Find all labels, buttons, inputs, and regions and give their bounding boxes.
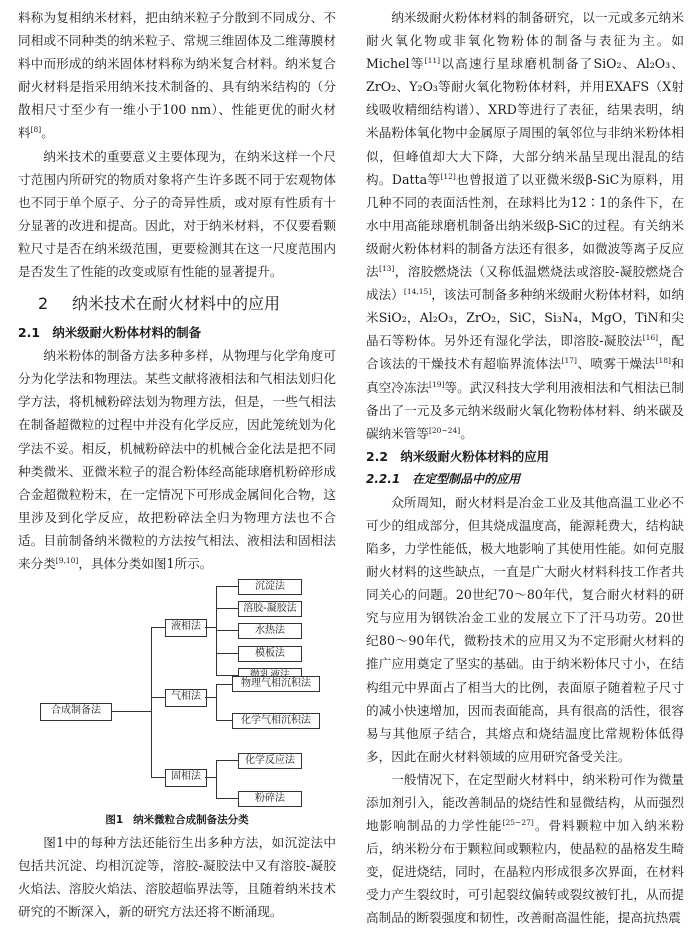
connector xyxy=(151,627,165,628)
citation: [13] xyxy=(378,263,395,273)
citation: [8] xyxy=(30,125,42,135)
connector xyxy=(216,684,232,685)
citation: [11] xyxy=(424,56,441,65)
citation: [12] xyxy=(440,171,456,181)
citation: [19] xyxy=(429,379,445,389)
connector xyxy=(216,653,238,654)
connector xyxy=(216,684,217,720)
section-number: 2 xyxy=(38,294,49,314)
leaf-sol-gel: 溶胶-凝胶法 xyxy=(238,601,302,617)
text-run: ，具体分类如图1所示。 xyxy=(78,555,213,571)
section-title: 纳米技术在耐火材料中的应用 xyxy=(72,294,281,314)
leaf-hydrothermal: 水热法 xyxy=(238,623,302,639)
paragraph-derived-methods: 图1中的每种方法还能衍生出多种方法，如沉淀法中包括共沉淀、均相沉淀等，溶胶-凝胶法中又有溶胶-凝胶火焰法、溶胶火焰法、溶胶超临界法等，且随着纳米技术研究的不断深入，新的研究方法还将不断涌现。 xyxy=(18,835,336,920)
right-column xyxy=(366,6,684,930)
subsection-heading-2-2: 2.2 纳米级耐火粉体材料的应用 xyxy=(366,448,550,464)
paragraph-intro-nanocomposite xyxy=(18,6,336,145)
subsection-heading-2-1: 2.1 纳米级耐火粉体材料的制备 xyxy=(18,325,202,341)
text-run: 一般情况下，在定型耐火材料中，纳米粉可作为微量添加剂引入，能改善制品的烧结性和显微结构，从而强烈地影响制品的力学性能 xyxy=(366,771,684,834)
connector xyxy=(216,720,232,721)
text-run: ，溶胶燃烧法（又称低温燃烧法或溶胶-凝胶燃烧合成法） xyxy=(366,264,685,303)
text-run: ，该法可制备多种纳米级耐火粉体材料，如纳米SiO₂，Al₂O₃，ZrO₂，SiC，Si₃N₄，MgO，TiN和尖晶石等粉体。另外还有湿化学法，即溶胶-凝胶法 xyxy=(366,287,685,349)
figure-1-classification-diagram xyxy=(18,579,336,809)
node-root: 合成制备法 xyxy=(40,703,112,721)
node-gas-phase: 气相法 xyxy=(165,689,207,707)
text-run: ，配合该法的干燥技术有超临界流体法 xyxy=(366,333,685,372)
connector xyxy=(216,608,238,609)
section-heading-2 xyxy=(18,291,336,317)
paragraph-preparation-methods xyxy=(18,344,336,575)
citation: [9,10] xyxy=(55,555,79,565)
connector xyxy=(151,697,165,698)
connector xyxy=(216,798,238,799)
connector xyxy=(216,760,217,798)
connector xyxy=(216,630,238,631)
connector xyxy=(216,760,238,761)
text-run: 纳米级耐火粉体材料的制备研究，以一元或多元纳米耐火氧化物或非氧化物粉体的制备与表征为主。如Michel等 xyxy=(366,10,684,72)
leaf-pvd: 物理气相沉积法 xyxy=(232,676,320,692)
left-column xyxy=(18,6,336,923)
connector xyxy=(151,627,152,777)
connector xyxy=(205,777,216,778)
node-liquid-phase: 液相法 xyxy=(165,619,207,637)
paragraph-powder-research xyxy=(366,6,684,445)
figure-caption xyxy=(18,811,336,829)
paragraph-nano-additive xyxy=(366,768,684,930)
connector xyxy=(111,711,151,712)
leaf-precipitation: 沉淀法 xyxy=(238,579,302,595)
leaf-chemical-reaction: 化学反应法 xyxy=(238,753,302,769)
text-run: 料称为复相纳米材料，把由纳米粒子分散到不同成分、不同相或不同种类的纳米粒子、常规三维固体及二维薄膜材料中而形成的纳米固体材料称为纳米复合材料。纳米复合耐火材料是指采用纳米技术制备的、具有纳米结构的（分散相尺寸至少有一维小于100 nm）、性能更优的耐火材料 xyxy=(18,10,336,141)
text-run: 、喷雾干燥法 xyxy=(576,356,656,372)
citation: [25~27] xyxy=(502,817,534,827)
citation: [17] xyxy=(561,356,577,366)
connector xyxy=(151,777,165,778)
caption-text: 纳米微粒合成制备法分类 xyxy=(133,814,249,827)
leaf-template: 模板法 xyxy=(238,646,302,662)
citation: [16] xyxy=(642,333,659,343)
citation: [20~24] xyxy=(428,425,461,435)
text-run: 。 xyxy=(460,425,473,441)
paragraph-refractory-background: 众所周知，耐火材料是冶金工业及其他高温工业必不可少的组成部分，但其烧成温度高，能源耗费大，结构缺陷多，力学性能低，极大地影响了其使用性能。如何克服耐火材料的这些缺点，一直是广大耐火材料科技工作者共同关心的问题。20世纪70～80年代，复合耐火材料的研究与应用为钢铁冶金工业的发展立下了汗马功劳。20世纪80～90年代，微粉技术的应用又为不定形耐火材料的推广应用奠定了坚实的基础。由于纳米粉体尺寸小，在结构组元中界面占了相当大的比例，表面原子随着粒子尺寸的减小快速增加，因而表面能高，具有很高的活性，很容易与其他原子结合，其熔点和烧结温度比常规粉体低得多，因此在耐火材料领域的应用研究备受关注。 xyxy=(366,494,684,764)
citation: [18] xyxy=(655,356,671,366)
text-run: 。骨料颗粒中加入纳米粉后，纳米粉分布于颗粒间或颗粒内，使晶粒的晶格发生畸变，促进烧结，同时，在晶粒内形成很多次界面，在材料受力产生裂纹时，可引起裂纹偏转或裂纹被钉扎，从而提高制品的断裂强度和韧性，改善耐高温性能，提高抗热震 xyxy=(366,818,685,926)
node-solid-phase: 固相法 xyxy=(165,769,207,787)
leaf-cvd: 化学气相沉积法 xyxy=(232,713,320,729)
subsection-heading-2-2-1: 2.2.1 在定型制品中的应用 xyxy=(366,471,521,486)
caption-number: 图1 xyxy=(105,814,124,827)
text-run: 以高速行星球磨机制备了SiO₂、Al₂O₃、ZrO₂、Y₂O₃等耐火氧化物粉体材料，并用EXAFS（X射线吸收精细结构谱）、XRD等进行了表征，结果表明，纳米晶粉体氧化物中金属原子周围的氧邻位与非纳米粉体相似，但峰值却大大下降，大部分纳米晶呈现出混乱的结构。Datta等 xyxy=(366,56,684,187)
paragraph-significance: 纳米技术的重要意义主要体现为，在纳米这样一个尺寸范围内所研究的物质对象将产生许多既不同于宏观物体也不同于单个原子、分子的奇异性质，或对原有性质有十分显著的改进和提高。因此，对于纳米材料，不仅要看颗粒尺寸是否在纳米级范围，更要检测其在这一尺度范围内是否发生了性能的改变或原有性能的显著提升。 xyxy=(18,148,336,280)
citation: [14,15] xyxy=(403,286,432,296)
text-run: 纳米粉体的制备方法多种多样，从物理与化学角度可分为化学法和物理法。某些文献将液相法和气相法划归化学方法，将机械粉碎法划为物理方法，但是，一些气相法在制备超微粒的过程中并没有化学反应，因此笼统划为化学法不妥。相反，机械粉碎法中的机械合金化法是把不同种类微米、亚微米粒子的混合粉体经高能球磨机粉碎形成合金超微粒粉末，在一定情况下可形成金属间化合物，这里涉及到化学反应，故把粉碎法全归为物理方法也不合适。目前制备纳米微粒的方法按气相法、液相法和固相法来分类 xyxy=(18,348,336,571)
leaf-crushing: 粉碎法 xyxy=(238,791,302,807)
connector xyxy=(205,627,216,628)
text-run: 和真空冷冻法 xyxy=(366,356,685,395)
connector xyxy=(205,697,216,698)
text-run: 也曾报道了以亚微米级β-SiC为原料，用几种不同的表面活性剂，在球料比为12∶1的条件下，在水中用高能球磨机制备出纳米级β-SiC的过程。有关纳米级耐火粉体材料的制备方法还有很多，如微波等离子反应法 xyxy=(366,171,684,280)
text-run: 。 xyxy=(41,125,54,141)
connector xyxy=(216,586,238,587)
text-run: 等。武汉科技大学利用液相法和气相法已制备出了一元及多元纳米级耐火氧化物粉体材料、纳米碳及碳纳米管等 xyxy=(366,379,685,441)
